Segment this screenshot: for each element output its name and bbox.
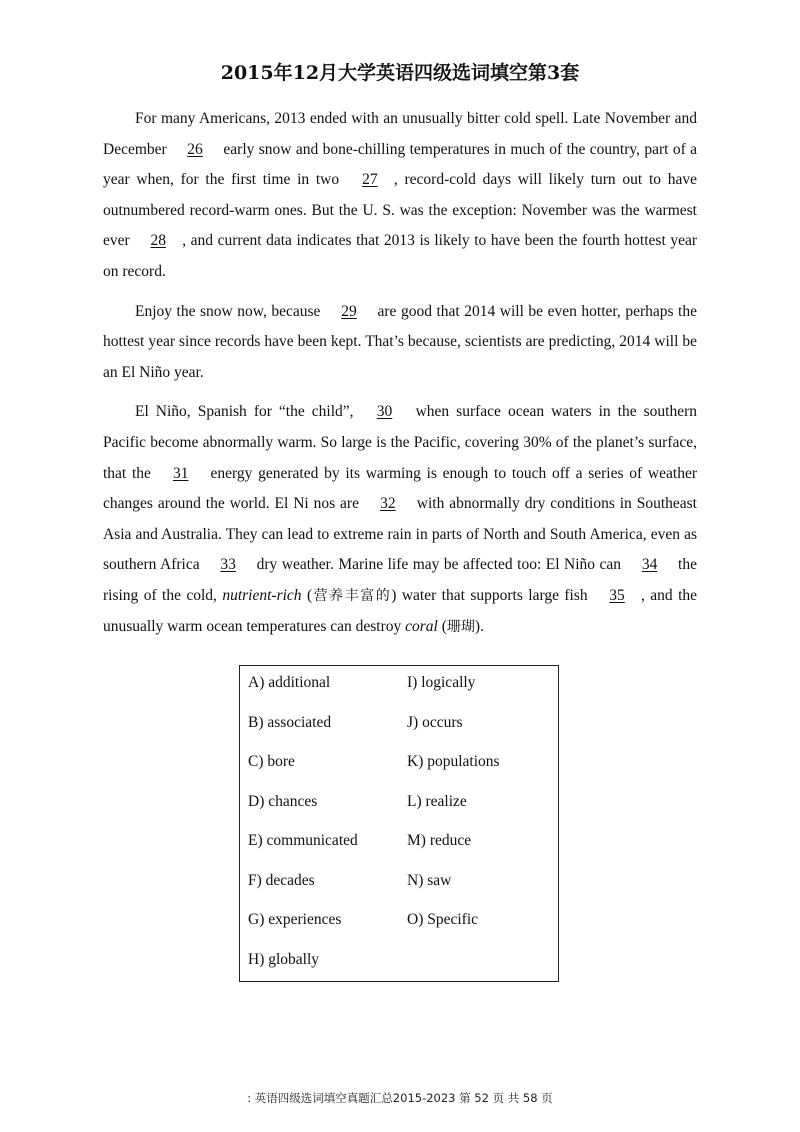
blank-29: 29 [341, 302, 357, 320]
option-e: E) communicated [248, 832, 358, 849]
text: ( [301, 586, 313, 604]
blank-26: 26 [187, 140, 203, 158]
blank-28: 28 [150, 232, 166, 250]
option-m: M) reduce [407, 832, 472, 849]
text: when surface ocean waters in the southern Pacific become abnormally warm. So large is the Pacific, covering 30% of the planet’s surface, that the [103, 403, 698, 482]
page-footer: : 英语四级选词填空真题汇总2015-2023 第 52 页 共 58 页 [247, 1091, 553, 1105]
text: are good that 2014 will be even hotter, perhaps the hottest year since records have been kept. That’s because, scientists are predicting, 2014 will be an El Niño year. [103, 302, 697, 381]
option-o: O) Specific [407, 911, 479, 928]
option-k: K) populations [407, 753, 500, 770]
text: early snow and bone-chilling temperatures in much of the country, part of a year when, for the first time in two [103, 140, 697, 189]
text: ). [474, 617, 484, 635]
blank-34: 34 [641, 556, 658, 574]
option-a: A) additional [248, 674, 331, 691]
option-b: B) associated [248, 713, 332, 731]
text: ) water that supports large fish [391, 586, 594, 604]
option-d: D) chances [248, 792, 318, 810]
text: the rising of the cold, [103, 556, 697, 604]
option-i: I) logically [407, 674, 476, 691]
paragraph-1 [103, 104, 697, 288]
text: , record-cold days will likely turn out to have outnumbered record-warm ones. But the U. S. was the exception: November was the warmest ever [103, 171, 698, 250]
word-bank [239, 665, 559, 982]
blank-32: 32 [380, 495, 396, 513]
text: with abnormally dry conditions in Southeast Asia and Australia. They can lead to extreme rain in parts of North and South America, even as southern Africa [103, 495, 697, 574]
page-title: 2015年12月大学英语四级选词填空第3套 [220, 62, 580, 84]
paragraph-3 [103, 397, 697, 642]
text: , and current data indicates that 2013 is likely to have been the fourth hottest year on record. [103, 232, 697, 280]
paragraph-2 [103, 297, 697, 389]
option-f: F) decades [248, 871, 315, 889]
italic-term: coral [405, 617, 438, 635]
blank-31: 31 [172, 464, 189, 482]
option-l: L) realize [407, 792, 467, 810]
blank-27: 27 [362, 171, 378, 189]
chinese-gloss: 珊瑚 [446, 618, 475, 635]
text: El Niño, Spanish for “the child”, [135, 403, 361, 421]
option-n: N) saw [407, 871, 452, 889]
text: dry weather. Marine life may be affected too: El Niño can [252, 556, 626, 574]
option-h: H) globally [248, 950, 320, 968]
text: energy generated by its warming is enough to touch off a series of weather changes around the world. El Ni nos are [103, 464, 697, 513]
blank-30: 30 [376, 403, 393, 421]
text: ( [437, 617, 447, 635]
option-g: G) experiences [248, 911, 342, 928]
passage [103, 104, 697, 651]
text: For many Americans, 2013 ended with an unusually bitter cold spell. Late November and December [103, 110, 697, 158]
blank-33: 33 [220, 556, 236, 574]
italic-term: nutrient-rich [222, 586, 302, 604]
chinese-gloss: 营养丰富的 [312, 587, 392, 604]
text: , and the unusually warm ocean temperatures can destroy [103, 586, 698, 635]
option-j: J) occurs [407, 713, 463, 731]
option-c: C) bore [248, 753, 295, 770]
blank-35: 35 [609, 586, 625, 604]
text: Enjoy the snow now, because [135, 302, 325, 320]
